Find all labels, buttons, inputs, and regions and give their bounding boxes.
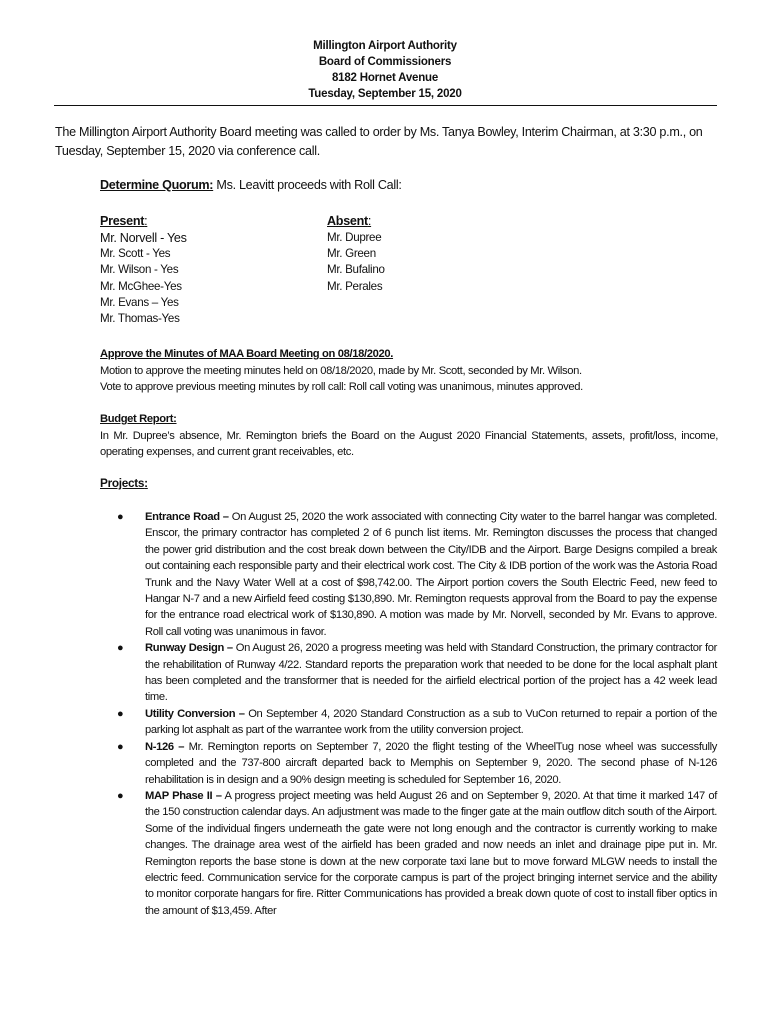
header-org: Millington Airport Authority — [313, 40, 457, 52]
present-item: Mr. Norvell - Yes — [100, 231, 187, 245]
minutes-section — [100, 346, 718, 396]
project-item — [117, 788, 717, 919]
document-header — [0, 38, 770, 102]
absent-item: Mr. Dupree — [327, 231, 382, 244]
header-board: Board of Commissioners — [318, 56, 452, 68]
budget-text: In Mr. Dupree’s absence, Mr. Remington briefs the Board on the August 2020 Financial Statements, assets, profit/loss, income, operating expenses, and current grant receivables, etc. — [100, 429, 718, 458]
bullet-icon: ● — [117, 740, 124, 753]
project-text: On August 26, 2020 a progress meeting was held with Standard Construction, the primary contractor for the rehabilitation of Runway 4/22. Standard reports the preparation work that needed to be done for the local asphalt plant has been completed and the transformer that is needed for the airfield electrical portion of the project has a 42 week lead time. — [145, 642, 717, 704]
absent-item: Mr. Bufalino — [327, 263, 385, 277]
header-date: Tuesday, September 15, 2020 — [308, 88, 462, 100]
minutes-vote: Vote to approve previous meeting minutes by roll call: Roll call voting was unanimous, minutes approved. — [100, 381, 583, 393]
project-name: Runway Design – — [145, 642, 233, 655]
project-text: On September 4, 2020 Standard Construction as a sub to VuCon returned to repair a portion of the parking lot asphalt as part of the warrantee work from the utility conversion project. — [145, 707, 717, 737]
header-divider — [54, 105, 717, 106]
absent-item: Mr. Green — [327, 247, 376, 261]
bullet-icon: ● — [117, 642, 124, 655]
projects-heading: Projects: — [100, 476, 148, 490]
absent-item: Mr. Perales — [327, 279, 383, 293]
project-item — [117, 640, 717, 706]
project-text: Mr. Remington reports on September 7, 2020 the flight testing of the WheelTug nose wheel was successfully completed and the 737-800 aircraft departed back to Memphis on September 9, 2020. The second phase of N-126 rehabilitation is in design and a 90% design meeting is scheduled for September 16, 2020. — [145, 740, 717, 786]
project-name: Entrance Road – — [145, 511, 229, 523]
project-item — [117, 739, 717, 788]
bullet-icon: ● — [117, 707, 124, 720]
project-item — [117, 509, 717, 640]
quorum-line — [100, 178, 402, 192]
minutes-heading: Approve the Minutes of MAA Board Meeting on 08/18/2020. — [100, 348, 394, 360]
absent-heading: Absent: — [327, 214, 372, 228]
project-text: A progress project meeting was held August 26 and on September 9, 2020. At that time it marked 147 of the 150 construction calendar days. An adjustment was made to the finger gate at the main outflow ditch south of the Airport. Some of the individual fingers underneath the gate were not long enough and the contractor is currently working to make changes. The drainage area west of the airfield has been graded and now needs an inlet and drainage pipe put in. Mr. Remington reports the base stone is down at the new corporate taxi lane but to move forward MLGW needs to install the electric feed. Communication service for the corporate campus is part of the project bringing internet service and the ability to monitor corporate hangars for fire. Ritter Communications has provided a break down quote of cost to install fiber optics in the amount of $13,459. After — [145, 789, 717, 917]
present-column — [100, 212, 187, 327]
budget-heading: Budget Report: — [100, 413, 177, 425]
minutes-motion: Motion to approve the meeting minutes held on 08/18/2020, made by Mr. Scott, seconded by Mr. Wilson. — [100, 364, 582, 377]
intro-paragraph: The Millington Airport Authority Board meeting was called to order by Ms. Tanya Bowley, Interim Chairman, at 3:30 p.m., on Tuesday, September 15, 2020 via conference call. — [55, 125, 703, 158]
present-heading: Present: — [100, 214, 148, 228]
present-item: Mr. Evans – Yes — [100, 295, 179, 309]
project-name: MAP Phase II – — [145, 789, 222, 802]
project-item — [117, 706, 717, 739]
present-item: Mr. Scott - Yes — [100, 247, 171, 261]
project-text: On August 25, 2020 the work associated with connecting City water to the barrel hangar was completed. Enscor, the primary contractor has completed 2 of 6 punch list items. Mr. Remington discusses the process that changed the power grid distribution and the cost break down between the City/IDB and the Airport. Barge Designs compiled a break out containing each responsible party and their electrical work cost. The City & IDB portion of the work was the Astoria Road Trunk and the Navy Water Well at a cost of $98,742.00. The Airport portion covers the South Electric Feed, new feed to Hangar N-7 and a new Airfield feed costing $130,890. Mr. Remington requests approval from the Board to pay the expense for the entrance road electrical work of $130,890. A motion was made by Mr. Norvell, seconded by Mr. Evans to approve. Roll call voting was unanimous in favor. — [145, 511, 717, 638]
projects-list — [117, 509, 717, 919]
absent-column — [327, 212, 385, 295]
bullet-icon: ● — [117, 789, 124, 802]
project-name: N-126 – — [145, 740, 185, 753]
present-item: Mr. Thomas-Yes — [100, 312, 180, 326]
header-address: 8182 Hornet Avenue — [331, 72, 439, 84]
quorum-text: Ms. Leavitt proceeds with Roll Call: — [216, 178, 402, 192]
bullet-icon: ● — [117, 511, 124, 523]
project-name: Utility Conversion – — [145, 707, 245, 720]
present-item: Mr. McGhee-Yes — [100, 279, 182, 293]
quorum-label: Determine Quorum: — [100, 178, 214, 192]
budget-section — [100, 411, 718, 461]
present-item: Mr. Wilson - Yes — [100, 263, 179, 277]
